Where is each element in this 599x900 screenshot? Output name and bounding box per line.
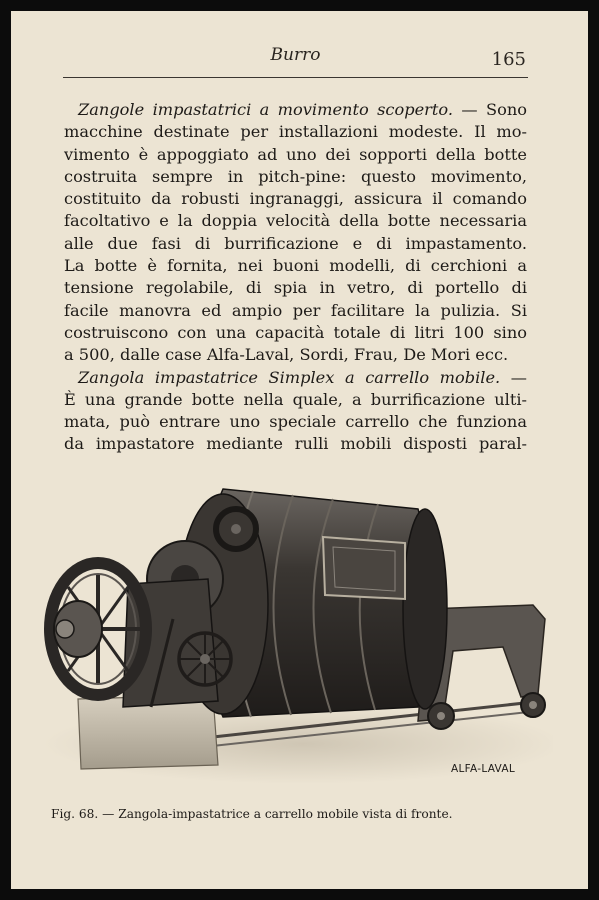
paragraph-lead: Zangola impastatrice Simplex a carrello mobile. [78, 367, 501, 387]
inspection-hatch [323, 537, 405, 599]
paragraph-lead: Zangole impastatrici a movimento scoperto. [78, 100, 454, 119]
running-title: Burro [270, 45, 321, 65]
text-line: facoltativo e la doppia velocità della botte necessaria [64, 211, 527, 231]
text-line: a 500, dalle case Alfa-Laval, Sordi, Frau, De Mori ecc. [64, 345, 509, 365]
churn-illustration [33, 469, 553, 789]
text-line: La botte è fornita, nei buoni modelli, di cerchioni a [64, 256, 527, 276]
text-line: macchine destinate per installazioni modeste. Il mo- [64, 122, 527, 142]
figure-caption: Fig. 68. — Zangola-impastatrice a carrello mobile vista di fronte. [51, 807, 453, 821]
text-line: facile manovra ed ampio per facilitare la pulizia. Si [64, 300, 527, 320]
drum-end [403, 509, 447, 709]
figure-credit: ALFA-LAVAL [451, 763, 515, 775]
text-line: costruiscono con una capacità totale di litri 100 sino [64, 322, 527, 342]
book-page [11, 11, 588, 889]
page-number: 165 [491, 49, 526, 70]
text-line: mata, può entrare uno speciale carrello che funziona [64, 412, 527, 432]
text-line: costruita sempre in pitch-pine: questo movimento, [64, 166, 527, 186]
text-line: Zangole impastatrici a movimento scoperto. — Sono [78, 100, 527, 119]
text-line: alle due fasi di burrificazione e di impastamento. [64, 233, 527, 253]
text-line: da impastatore mediante rulli mobili disposti paral- [64, 434, 527, 454]
body-text [64, 99, 527, 456]
text-line: Zangola impastatrice Simplex a carrello mobile. — [78, 367, 527, 387]
text-line: costituito da robusti ingranaggi, assicura il comando [64, 189, 527, 209]
text-line: È una grande botte nella quale, a burrificazione ulti- [64, 389, 527, 409]
running-header [63, 43, 528, 78]
text-line: vimento è appoggiato ad uno dei sopporti della botte [64, 144, 527, 164]
text-line: tensione regolabile, di spia in vetro, di portello di [64, 278, 527, 298]
